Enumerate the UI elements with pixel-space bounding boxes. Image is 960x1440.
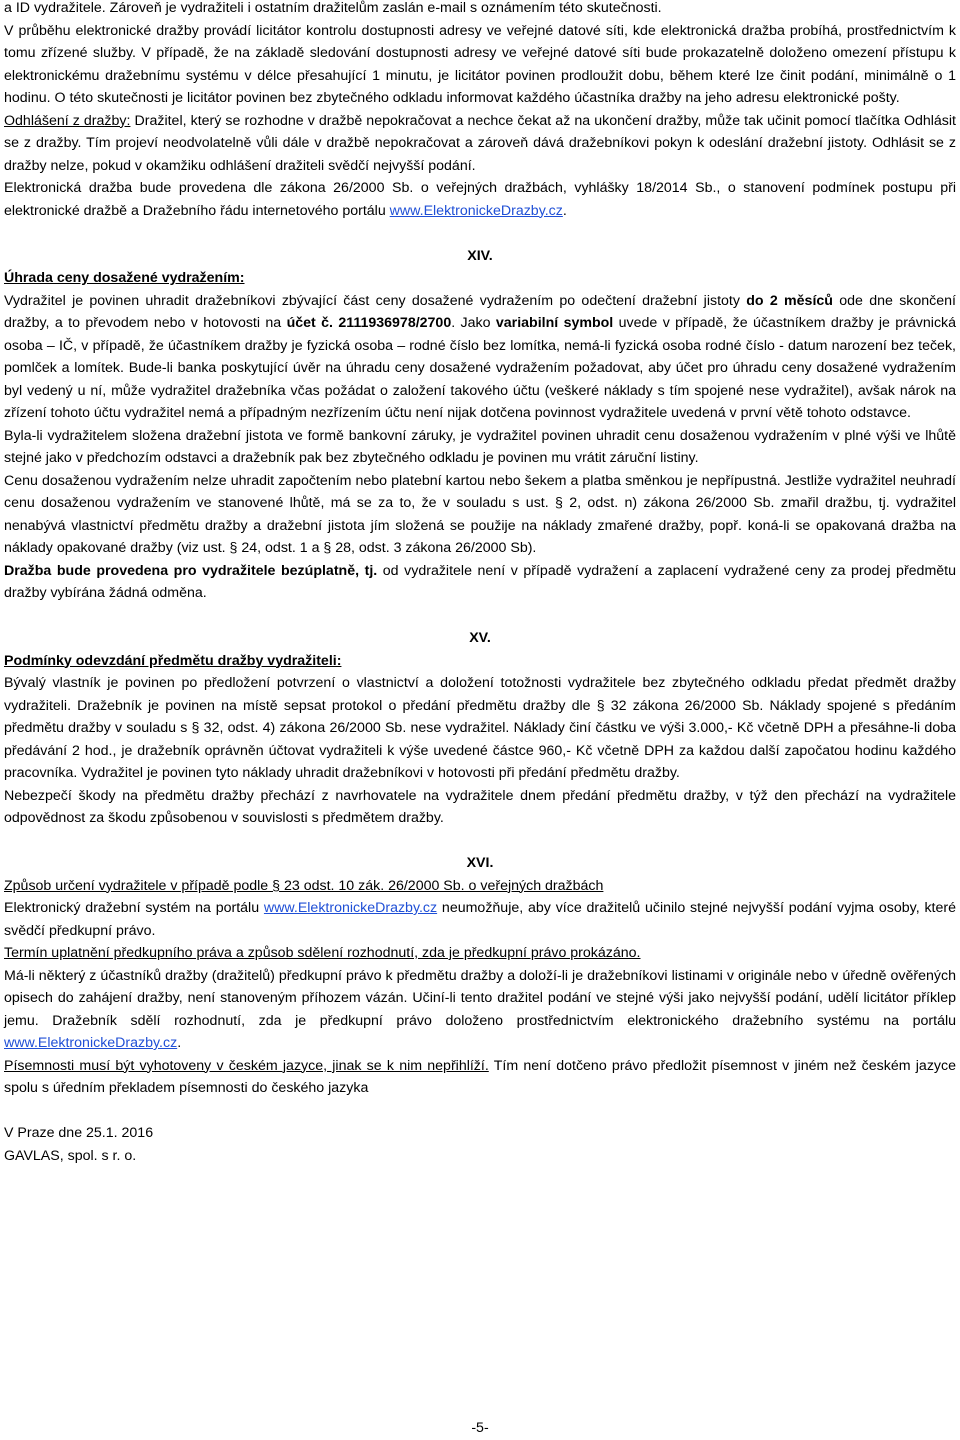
payment-deadline: do 2 měsíců — [746, 292, 833, 309]
page-number: -5- — [471, 1420, 489, 1436]
preemption-text: Má-li některý z účastníků dražby (dražitelů) předkupní právo k předmětu dražby a doloží-li je dražebníkovi listinami v originále nebo v úředně ověřených opisech do zahájení dražby, není stanoveným příhozem vázán. Učiní-li tento dražitel podání ve stejné výši jako nejvyšší podání, udělí licitátor příklep jemu. Dražebník sdělí rozhodnutí, zda je předkupní právo doloženo prostřednictvím elektronického dražebního systému na portálu — [4, 967, 956, 1029]
payment-text-a: Vydražitel je povinen uhradit dražebníkovi zbývající část ceny dosažené vydražením po odečtení dražební jistoty — [4, 292, 747, 309]
variable-symbol-label: variabilní symbol — [495, 315, 614, 331]
payment-text-c: ode dne skončení dražby, a to převodem nebo v hotovosti na — [4, 292, 956, 331]
language-text: Tím není dotčeno právo předložit písemnost v jiném než českém jazyce spolu s úředním překladem písemnosti do českého jazyka — [4, 1057, 956, 1096]
preemption-title-text: Termín uplatnění předkupního práva a způsob sdělení rozhodnutí, zda je předkupní právo prokázáno. — [4, 945, 641, 961]
section-title-xiv — [4, 267, 956, 290]
free-of-charge-bold: Dražba bude provedena pro vydražitele bezúplatně, tj. — [4, 562, 378, 579]
section-title-xvi-method — [4, 875, 956, 898]
section-title-xiv-text: Úhrada ceny dosažené vydražením: — [4, 270, 245, 286]
account-number: účet č. 2111936978/2700 — [286, 315, 452, 331]
paragraph-risk-transfer: Nebezpečí škody na předmětu dražby přechází z navrhovatele na vydražitele dnem předání předmětu dražby, v týž den přechází na vydražitele odpovědnost za škodu způsobenou v souvislosti s předmětem dražby. — [4, 787, 956, 826]
document-body — [4, 0, 956, 1167]
section-heading-xvi: XVI. — [466, 855, 494, 871]
law-text: Elektronická dražba bude provedena dle zákona 26/2000 Sb. o veřejných dražbách, vyhlášky 18/2014 Sb., o stanovení podmínek postupu při elektronické dražbě a Dražebního řádu internetového portálu — [4, 180, 956, 219]
language-rule: Písemnosti musí být vyhotoveny v českém jazyce, jinak se k nim nepřihlíží. — [4, 1057, 489, 1074]
section-title-xvi-preemption — [4, 942, 956, 965]
paragraph-free-of-charge — [4, 560, 956, 605]
paragraph-language — [4, 1055, 956, 1100]
section-heading-xiv: XIV. — [467, 247, 493, 264]
system-text-a: Elektronický dražební systém na portálu — [4, 900, 264, 916]
section-title-xv-text: Podmínky odevzdání předmětu dražby vydražiteli: — [4, 652, 342, 669]
preemption-end: . — [177, 1035, 182, 1051]
method-title-text: Způsob určení vydražitele v případě podle § 23 odst. 10 zák. 26/2000 Sb. o veřejných dražbách — [4, 877, 604, 894]
section-heading-xv: XV. — [469, 630, 491, 646]
free-of-charge-text: od vydražitele není v případě vydražení a zaplacení vydražené ceny za prodej předmětu dražby vybírána žádná odměna. — [4, 562, 956, 601]
logout-text: Dražitel, který se rozhodne v dražbě nepokračovat a nechce čekat až na ukončení dražby, může tak učinit pomocí tlačítka Odhlásit se z dražby. Tím projeví neodvolatelně vůli dále v dražbě nepokračovat a zároveň dává dražebníkovi pokyn k odeslání dražební jistoty. Odhlásit se z dražby nelze, pokud v okamžiku odhlášení dražiteli svědčí nejvyšší podání. — [4, 112, 956, 174]
paragraph-payment — [4, 290, 956, 425]
portal-link-2[interactable]: www.ElektronickeDrazby.cz — [263, 900, 438, 916]
paragraph-licitator-control: V průběhu elektronické dražby provádí licitátor kontrolu dostupnosti adresy ve veřejné datové síti, kde elektronická dražba probíhá, prostřednictvím k tomu zřízené služby. V případě, že na základě sledování dostupnosti adresy ve veřejné datové síti bude prokazatelně doloženo omezení přístupu k elektronickému dražebnímu systému v délce přesahující 1 minutu, je licitátor povinen prodloužit dobu, během které lze činit podání, minimálně o 1 hodinu. O této skutečnosti je licitátor povinen bez zbytečného odkladu informovat každého účastníka dražby na jeho adresu elektronické pošty. — [4, 22, 956, 106]
paragraph-preemption — [4, 965, 956, 1055]
payment-text-e: . Jako — [451, 315, 496, 331]
logout-label: Odhlášení z dražby: — [4, 112, 131, 129]
section-title-xv — [4, 650, 956, 673]
paragraph-law — [4, 177, 956, 222]
law-end: . — [562, 202, 567, 219]
intro-line: a ID vydražitele. Zároveň je vydražiteli i ostatním dražitelům zaslán e-mail s oznámením této skutečnosti. — [4, 0, 662, 16]
portal-link[interactable]: www.ElektronickeDrazby.cz — [389, 202, 563, 219]
paragraph-handover: Bývalý vlastník je povinen po předložení potvrzení o vlastnictví a doložení totožnosti vydražitele bez zbytečného odkladu předat předmět dražby vydražiteli. Dražebník je povinen na místě sepsat protokol o předání předmětu dražby dle § 32 zákona 26/2000 Sb. Náklady spojené s předáním předmětu dražby v souladu s § 32, odst. 4) zákona 26/2000 Sb. nese vydražitel. Náklady činí částku ve výši 3.000,- Kč včetně DPH a přesáhne-li doba předávání 2 hod., je dražebník oprávněn účtovat vydražiteli k výše uvedené částce 960,- Kč včetně DPH za každou další započatou hodinu každého pracovníka. Vydražitel je povinen tyto náklady uhradit dražebníkovi v hotovosti při předání předmětu dražby. — [4, 675, 956, 781]
place-date: V Praze dne 25.1. 2016 — [4, 1125, 154, 1141]
system-text-b: neumožňuje, aby více dražitelů učinilo stejné nejvyšší podání vyjma osoby, které svědčí předkupní právo. — [4, 900, 956, 939]
paragraph-system — [4, 897, 956, 942]
paragraph-bank-guarantee: Byla-li vydražitelem složena dražební jistota ve formě bankovní záruky, je vydražitel povinen uhradit cenu dosaženou vydražením v plné výši ve lhůtě stejné jako v předchozím odstavci a dražebník pak bez zbytečného odkladu je povinen mu vrátit záruční listiny. — [4, 427, 956, 466]
company-name: GAVLAS, spol. s r. o. — [4, 1147, 137, 1164]
portal-link-3[interactable]: www.ElektronickeDrazby.cz — [4, 1035, 178, 1051]
paragraph-logout — [4, 110, 956, 178]
paragraph-payment-methods: Cenu dosaženou vydražením nelze uhradit započtením nebo platební kartou nebo šekem a platba směnkou je nepřípustná. Jestliže vydražitel neuhradí cenu dosaženou vydražením ve stanovené lhůtě, má se za to, že v souladu s ust. § 2, odst. n) zákona 26/2000 Sb. zmařil dražbu, tj. vydražitel nenabývá vlastnictví předmětu dražby a dražební jistota jím složená se použije na náklady zmařené dražby, popř. koná-li se opakovaná dražba na náklady opakované dražby (viz ust. § 24, odst. 1 a § 28, odst. 3 zákona 26/2000 Sb). — [4, 472, 956, 556]
payment-text-g: uvede v případě, že účastníkem dražby je právnická osoba – IČ, v případě, že účastníkem dražby je fyzická osoba – rodné číslo bez lomítka, nemá-li fyzická osoba rodné číslo - datum narození bez teček, pomlček a lomítek. Bude-li banka poskytující úvěr na úhradu ceny dosažené vydražením požadovat, aby účet pro úhradu ceny dosažené vydražením byl vedený u ní, může vydražitel dražebníka včas požádat o založení takového účtu (veškeré náklady s tím spojené nese vydražitel), avšak nárok na zřízení tohoto účtu vydražitel nemá a případným nezřízením účtu není nijak dotčena povinnost vydražitele uvedená v první větě tohoto odstavce. — [4, 315, 957, 421]
